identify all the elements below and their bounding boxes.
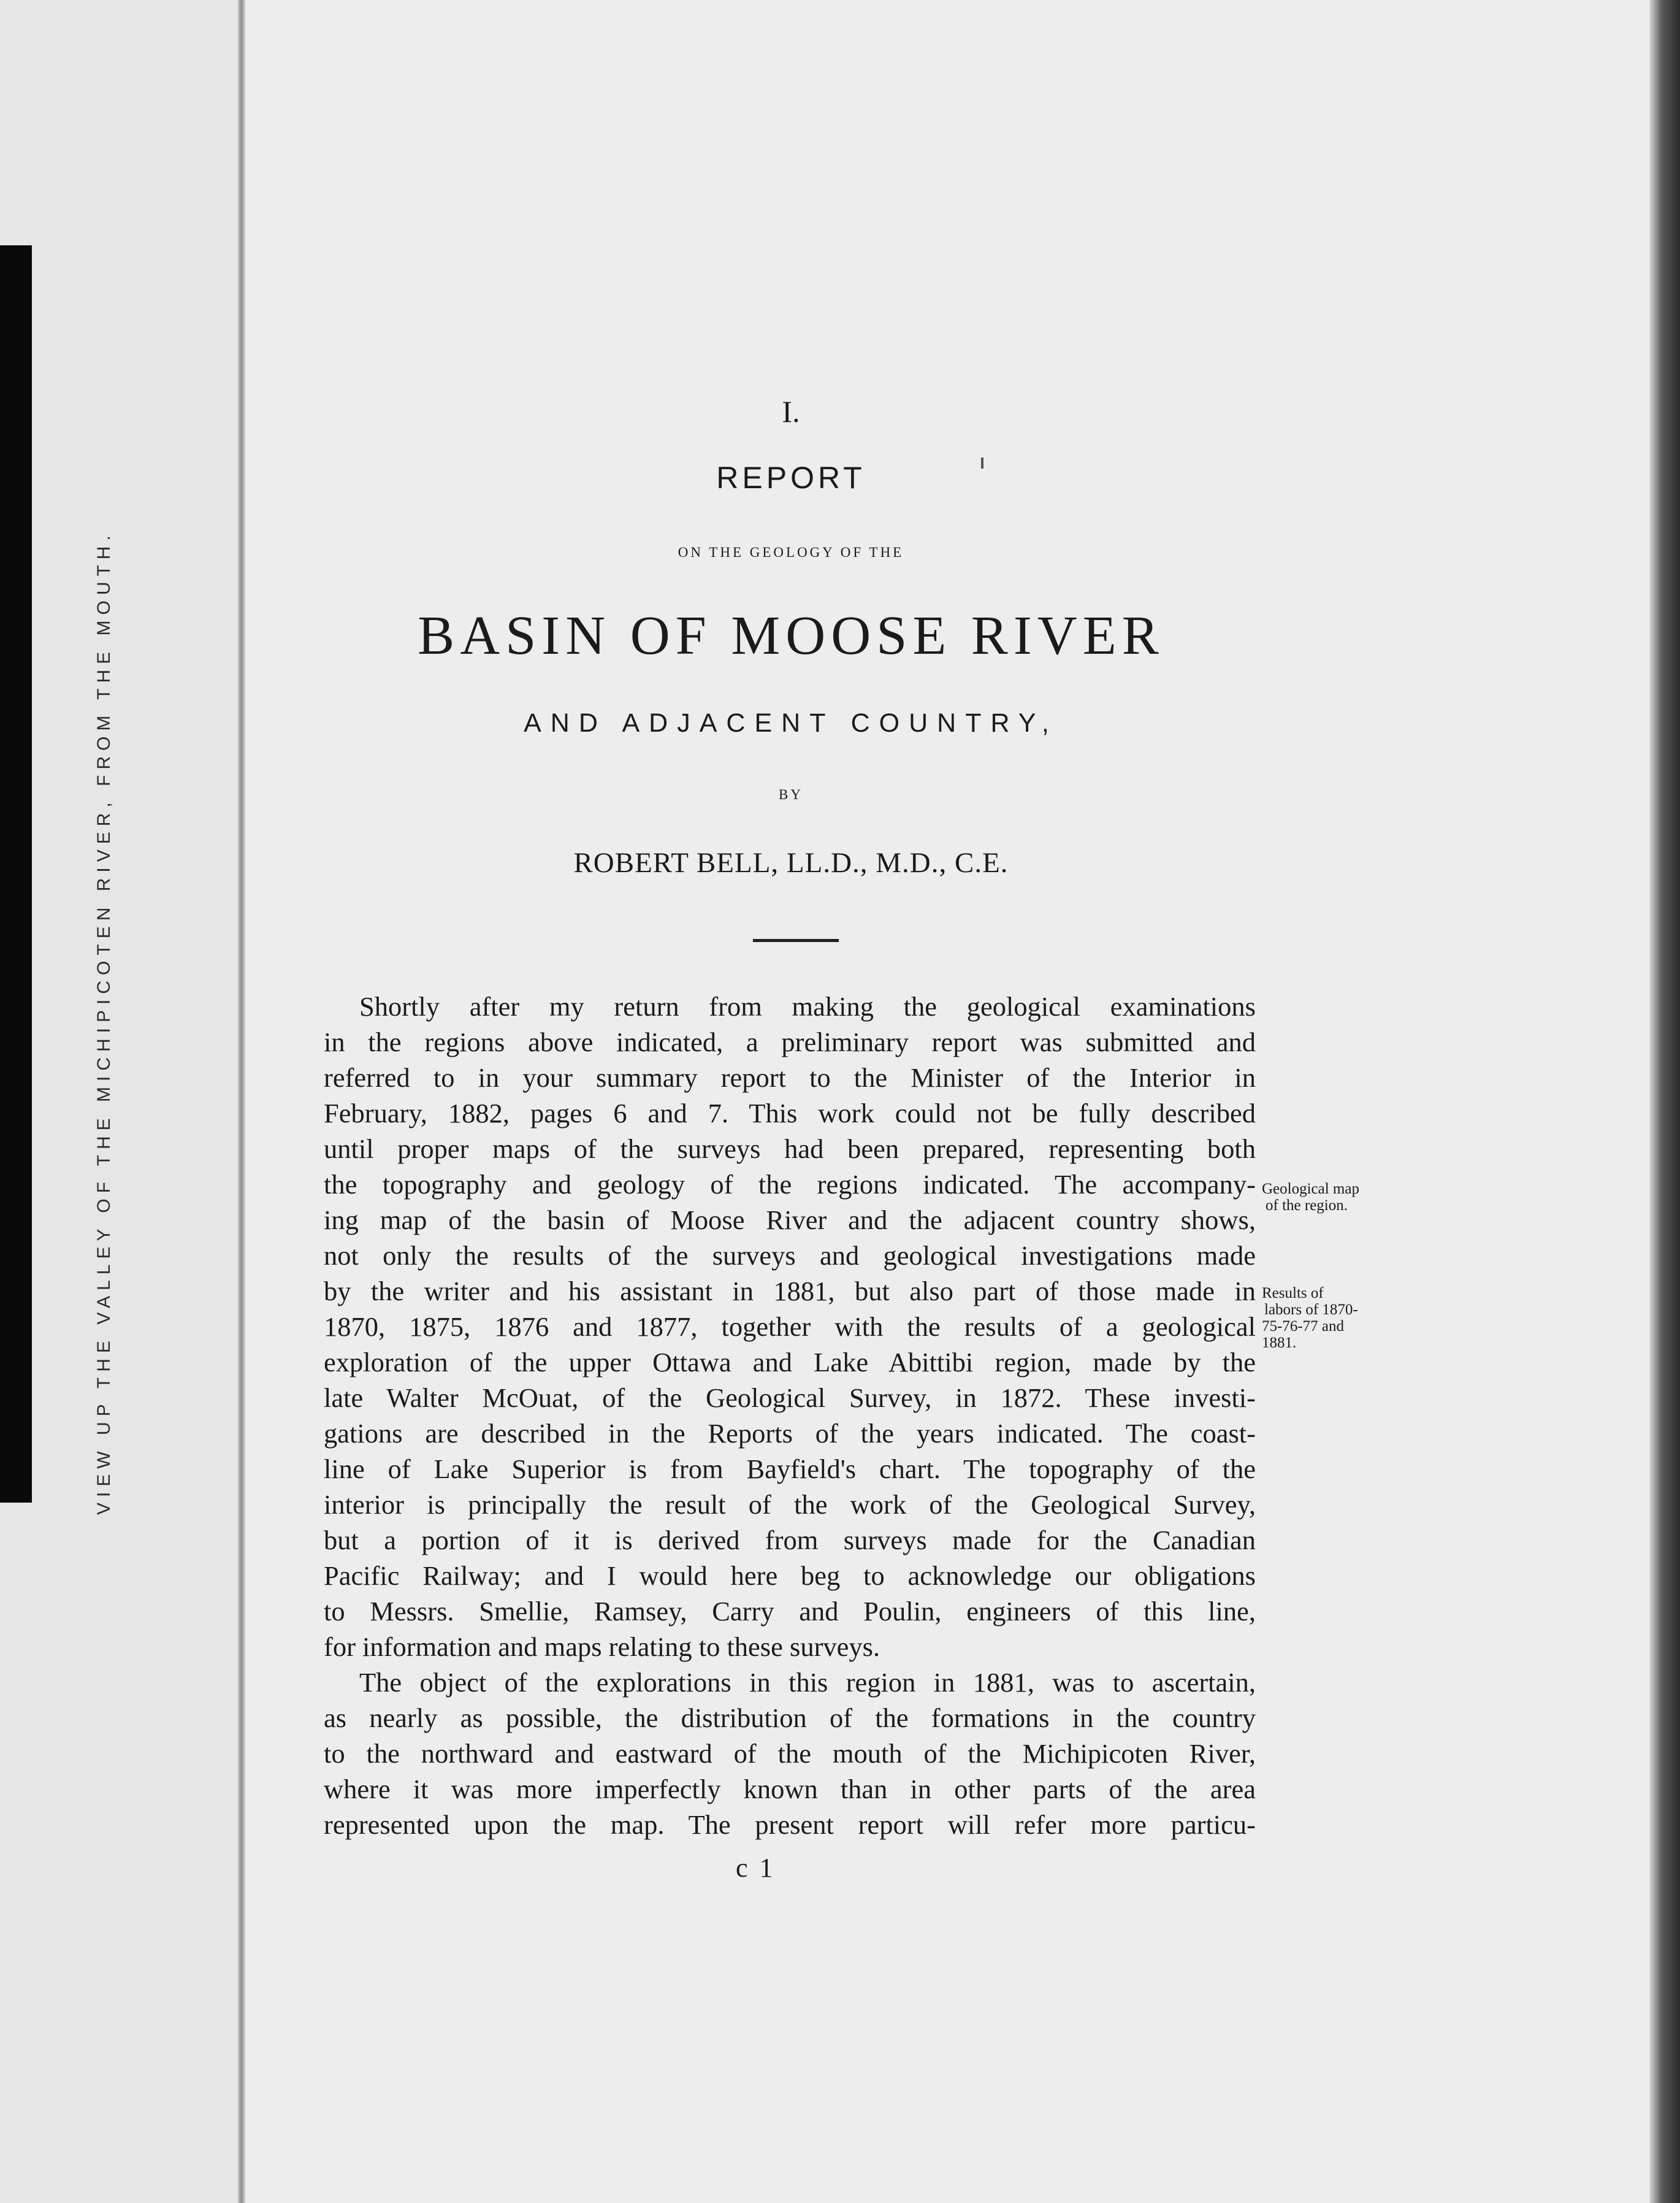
text-line: February, 1882, pages 6 and 7. This work could not be fully described xyxy=(324,1098,1256,1128)
marginal-note-geological-map xyxy=(1262,1181,1359,1214)
spine-caption: VIEW UP THE VALLEY OF THE MICHIPICOTEN RIVER, FROM THE MOUTH. xyxy=(94,530,114,1515)
text-line: Pacific Railway; and I would here beg to acknowledge our obligations xyxy=(324,1560,1256,1591)
text-line: as nearly as possible, the distribution of the formations in the country xyxy=(324,1703,1256,1733)
by-line: BY xyxy=(779,787,803,802)
paragraph-1 xyxy=(324,989,1256,1665)
note-line: 1881. xyxy=(1262,1335,1297,1351)
text-line: interior is principally the result of the work of the Geological Survey, xyxy=(324,1489,1256,1520)
report-title-line2: AND ADJACENT COUNTRY, xyxy=(524,708,1058,738)
note-line: Geological map xyxy=(1262,1181,1359,1197)
text-line: where it was more imperfectly known than in other parts of the area xyxy=(324,1774,1256,1804)
binding-fold xyxy=(238,0,245,2203)
section-number: I. xyxy=(782,394,800,429)
report-title: BASIN OF MOOSE RIVER xyxy=(418,605,1164,666)
text-line: gations are described in the Reports of the years indicated. The coast- xyxy=(324,1418,1256,1449)
note-line: Results of xyxy=(1262,1285,1324,1301)
page-folio: c 1 xyxy=(736,1853,776,1883)
text-line: the topography and geology of the regions indicated. The accompany- xyxy=(324,1169,1256,1200)
report-subtitle: ON THE GEOLOGY OF THE xyxy=(678,545,904,560)
text-line: by the writer and his assistant in 1881, but also part of those made in xyxy=(324,1276,1256,1306)
marginal-note-results xyxy=(1262,1285,1358,1351)
text-line: ing map of the basin of Moose River and the adjacent country shows, xyxy=(324,1205,1256,1235)
text-line: in the regions above indicated, a preliminary report was submitted and xyxy=(324,1027,1256,1057)
text-line: Shortly after my return from making the geological examinations xyxy=(359,991,1256,1022)
text-line: but a portion of it is derived from surveys made for the Canadian xyxy=(324,1525,1256,1555)
text-line: line of Lake Superior is from Bayfield's chart. The topography of the xyxy=(324,1454,1256,1484)
text-line: until proper maps of the surveys had been prepared, representing both xyxy=(324,1133,1256,1164)
text-line: represented upon the map. The present report will refer more particu- xyxy=(324,1809,1256,1840)
text-line: referred to in your summary report to the Minister of the Interior in xyxy=(324,1062,1256,1093)
body-text xyxy=(324,989,1256,1842)
text-line: exploration of the upper Ottawa and Lake Abittibi region, made by the xyxy=(324,1347,1256,1377)
text-line: to the northward and eastward of the mouth of the Michipicoten River, xyxy=(324,1738,1256,1769)
text-line: 1870, 1875, 1876 and 1877, together with the results of a geological xyxy=(324,1311,1256,1342)
text-line: late Walter McOuat, of the Geological Survey, in 1872. These investi- xyxy=(324,1382,1256,1413)
page-edge-shadow xyxy=(1649,0,1680,2203)
paragraph-2 xyxy=(324,1665,1256,1842)
note-line: of the region. xyxy=(1266,1197,1348,1214)
note-line: labors of 1870- xyxy=(1264,1301,1358,1318)
text-line: not only the results of the surveys and geological investigations made xyxy=(324,1240,1256,1271)
text-line: The object of the explorations in this region in 1881, was to ascertain, xyxy=(359,1667,1256,1698)
text-line: for information and maps relating to these surveys. xyxy=(324,1631,880,1662)
title-rule xyxy=(753,939,839,942)
scan-edge xyxy=(0,245,32,1503)
report-heading: REPORT xyxy=(716,461,866,495)
author-name: ROBERT BELL, LL.D., M.D., C.E. xyxy=(573,847,1009,879)
text-line: to Messrs. Smellie, Ramsey, Carry and Poulin, engineers of this line, xyxy=(324,1596,1256,1626)
note-line: 75-76-77 and xyxy=(1262,1318,1344,1335)
